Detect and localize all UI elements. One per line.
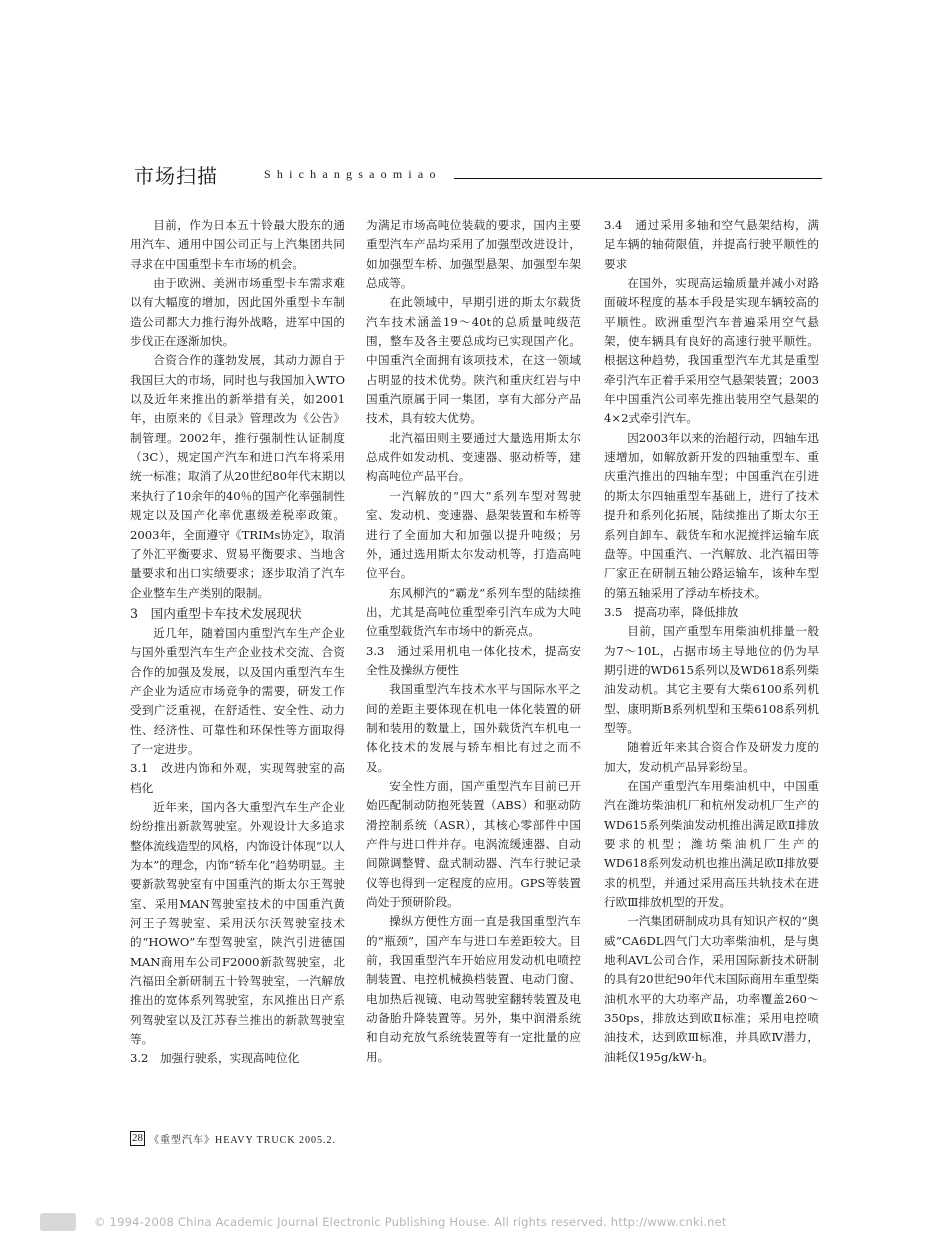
page-number: 28	[132, 1132, 143, 1144]
section-heading: 3 国内重型卡车技术发展现状	[130, 605, 302, 621]
body-paragraph: 安全性方面，国产重型汽车目前已开始匹配制动防抱死装置（ABS）和驱动防滑控制系统（ASR），其核心零部件中国产件与进口件并存。电涡流缓速器、自动间隙调整臂、盘式制动器、汽车行驶记录仪等也得到一定程度的应用。GPS等装置尚处于预研阶段。	[366, 778, 581, 910]
body-paragraph: 由于欧洲、美洲市场重型卡车需求难以有大幅度的增加，因此国外重型卡车制造公司都大力推行海外战略，进军中国的步伐正在逐渐加快。	[130, 276, 345, 349]
section-title: 市场扫描	[134, 164, 218, 188]
section-heading: 3.3 通过采用机电一体化技术，提高安全性及操纵方便性	[366, 643, 581, 677]
section-title-pinyin: Shichangsaomiao	[264, 167, 442, 181]
running-header	[134, 160, 822, 186]
body-paragraph: 在此领域中，早期引进的斯太尔载货汽车技术涵盖19～40t的总质量吨级范围，整车及各主要总成均已实现国产化。中国重汽全面拥有该项技术，在这一领域占明显的技术优势。陕汽和重庆红岩与中国重汽原属于同一集团，享有大部分产品技术，具有较大优势。	[366, 295, 581, 426]
body-paragraph: 在国外，实现高运输质量并减小对路面破坏程度的基本手段是实现车辆较高的平顺性。欧洲重型汽车普遍采用空气悬架，使车辆具有良好的高速行驶平顺性。根据这种趋势，我国重型汽车尤其是重型牵引汽车正着手采用空气悬架装置；2003年中国重汽公司率先推出装用空气悬架的4×2式牵引汽车。	[604, 276, 820, 426]
section-heading: 3.4 通过采用多轴和空气悬架结构，满足车辆的轴荷限值，并提高行驶平顺性的要求	[604, 218, 819, 271]
cnki-logo-icon	[40, 1213, 76, 1231]
body-paragraph: 合资合作的蓬勃发展，其动力源自于我国巨大的市场，同时也与我国加入WTO以及近年来推出的新举措有关，如2001年，由原来的《目录》管理改为《公告》制管理。2002年，推行强制性认证制度（3C），规定国产汽车和进口汽车将采用统一标准；取消了从20世纪80年代末期以来执行了10余年的40％的国产化率强制性规定以及国产化率优惠级差税率政策。2003年，全面遵守《TRIMs协定》，取消了外汇平衡要求、贸易平衡要求、当地含量要求和出口实绩要求；逐步取消了汽车企业整车生产类别的限制。	[130, 353, 346, 600]
body-paragraph: 北汽福田则主要通过大量选用斯太尔总成件如发动机、变速器、驱动桥等，建构高吨位产品平台。	[366, 430, 581, 484]
body-paragraph: 近年来，国内各大重型汽车生产企业纷纷推出新款驾驶室。外观设计大多追求整体流线造型的风格，内饰设计体现“以人为本”的理念，内饰“轿车化”趋势明显。主要新款驾驶室有中国重汽的斯太尔王驾驶室、采用MAN驾驶室技术的中国重汽黄河王子驾驶室、采用沃尔沃驾驶室技术的“HOWO”车型驾驶室，陕汽引进德国MAN商用车公司F2000新款驾驶室，北汽福田全新研制五十铃驾驶室，一汽解放推出的宽体系列驾驶室，东风推出日产系列驾驶室以及江苏春兰推出的新款驾驶室等。	[130, 799, 345, 1047]
section-heading: 3.2 加强行驶系，实现高吨位化	[130, 1051, 300, 1066]
section-heading: 3.1 改进内饰和外观，实现驾驶室的高档化	[130, 761, 345, 795]
body-paragraph: 目前，作为日本五十铃最大股东的通用汽车、通用中国公司正与上汽集团共同寻求在中国重型卡车市场的机会。	[130, 218, 345, 271]
body-paragraph: 一汽集团研制成功具有知识产权的“奥威”CA6DL四气门大功率柴油机，是与奥地利AVL公司合作，采用国际新技术研制的具有20世纪90年代末国际商用车重型柴油机水平的大功率产品，功率覆盖260～350ps，排放达到欧Ⅱ标准；采用电控喷油技术，达到欧Ⅲ标准，并具欧Ⅳ潜力，油耗仅195g/kW·h。	[604, 914, 820, 1064]
body-paragraph: 操纵方便性方面一直是我国重型汽车的“瓶颈”，国产车与进口车差距较大。目前，我国重型汽车开始应用发动机电喷控制装置、电控机械换档装置、电动门窗、电加热后视镜、电动驾驶室翻转装置及电动备胎升降装置等。另外，集中润滑系统和自动充放气系统装置等有一定批量的应用。	[366, 914, 581, 1064]
body-paragraph: 近几年，随着国内重型汽车生产企业与国外重型汽车生产企业技术交流、合资合作的加强及发展，以及国内重型汽车生产企业为适应市场竞争的需要，研发工作受到广泛重视，在舒适性、安全性、动力性、经济性、可靠性和环保性等方面取得了一定进步。	[130, 625, 345, 756]
body-paragraph: 在国产重型汽车用柴油机中，中国重汽在潍坊柴油机厂和杭州发动机厂生产的WD615系列柴油发动机推出满足欧Ⅱ排放要求的机型；潍坊柴油机厂生产的WD618系列发动机也推出满足欧Ⅱ排放要求的机型，并通过采用高压共轨技术在进行欧Ⅲ排放机型的开发。	[604, 778, 819, 910]
copyright-bar	[40, 1210, 920, 1234]
text-column-1	[130, 216, 345, 1069]
section-heading: 3.5 提高功率，降低排放	[604, 604, 739, 619]
text-column-2	[366, 216, 581, 1067]
body-paragraph: 为满足市场高吨位装载的要求，国内主要重型汽车产品均采用了加强型改进设计，如加强型车桥、加强型悬架、加强型车架总成等。	[366, 218, 581, 291]
body-paragraph: 随着近年来其合资合作及研发力度的加大，发动机产品异彩纷呈。	[604, 740, 819, 774]
header-rule	[454, 178, 822, 179]
body-paragraph: 因2003年以来的治超行动，四轴车迅速增加，如解放新开发的四轴重型车、重庆重汽推出的四轴车型；中国重汽在引进的斯太尔四轴重型车基础上，进行了技术提升和系列化拓展，陆续推出了斯太尔王系列自卸车、载货车和水泥搅拌运输车底盘等。中国重汽、一汽解放、北汽福田等厂家正在研制五轴公路运输车，该种车型的第五轴采用了浮动车桥技术。	[604, 430, 820, 600]
body-paragraph: 东风柳汽的“霸龙”系列车型的陆续推出，尤其是高吨位重型牵引汽车成为大吨位重型载货汽车市场中的新亮点。	[366, 585, 581, 639]
journal-citation: 《重型汽车》HEAVY TRUCK 2005.2.	[149, 1135, 337, 1146]
text-column-3	[604, 216, 819, 1067]
body-paragraph: 一汽解放的“四大”系列车型对驾驶室、发动机、变速器、悬架装置和车桥等进行了全面加大和加强以提升吨级；另外，通过选用斯太尔发动机等，打造高吨位平台。	[366, 488, 581, 581]
copyright-text: © 1994-2008 China Academic Journal Electronic Publishing House. All rights reserved. http://www.cnki.net	[94, 1215, 727, 1229]
page-footer	[130, 1131, 336, 1146]
body-paragraph: 我国重型汽车技术水平与国际水平之间的差距主要体现在机电一体化装置的研制和装用的数量上，国外载货汽车机电一体化技术的发展与轿车相比有过之而不及。	[366, 682, 581, 774]
body-paragraph: 目前，国产重型车用柴油机排量一般为7～10L，占据市场主导地位的仍为早期引进的WD615系列以及WD618系列柴油发动机。其它主要有大柴6100系列机型、康明斯B系列机型和玉柴6108系列机型等。	[604, 624, 819, 735]
